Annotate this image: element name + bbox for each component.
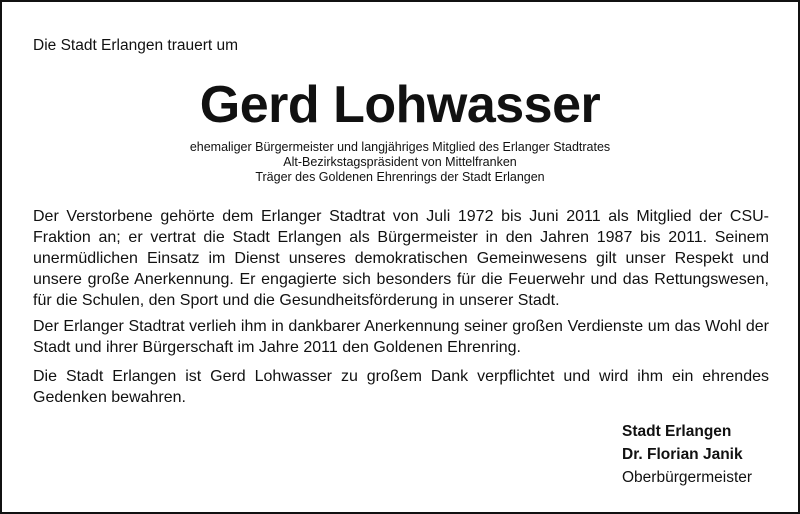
title-line: ehemaliger Bürgermeister und langjähriges Mitglied des Erlanger Stadtrates	[189, 140, 611, 154]
intro-line: Die Stadt Erlangen trauert um	[33, 37, 239, 54]
signature-block	[622, 420, 752, 489]
title-line: Träger des Goldenen Ehrenrings der Stadt Erlangen	[255, 170, 545, 184]
title-line: Alt-Bezirkstagspräsident von Mittelfranken	[283, 155, 517, 169]
paragraph-career: Der Verstorbene gehörte dem Erlanger Stadtrat von Juli 1972 bis Juni 2011 als Mitglied der CSU-Fraktion an; er vertrat die Stadt Erlangen als Bürgermeister in den Jahren 1987 bis 2011. Seinem unermüdlichen Einsatz im Dienst unseres demokratischen Gemeinwesens gilt unser Respekt und unsere große Anerkennung. Er engagierte sich besonders für die Feuerwehr und das Rettungswesen, für die Schulen, den Sport und die Gesundheitsförderung in unserer Stadt.	[33, 208, 769, 309]
deceased-name: Gerd Lohwasser	[199, 76, 601, 134]
signature-organization: Stadt Erlangen	[622, 423, 732, 440]
paragraph-honor: Der Erlanger Stadtrat verlieh ihm in dankbarer Anerkennung seiner großen Verdienste um das Wohl der Stadt und ihrer Bürgerschaft im Jahre 2011 den Goldenen Ehrenring.	[33, 318, 769, 356]
signature-person: Dr. Florian Janik	[622, 446, 743, 463]
signature-role: Oberbürgermeister	[622, 469, 753, 486]
paragraph-gratitude: Die Stadt Erlangen ist Gerd Lohwasser zu großem Dank verpflichtet und wird ihm ein ehrendes Gedenken bewahren.	[33, 368, 769, 406]
honorary-titles	[2, 140, 798, 185]
